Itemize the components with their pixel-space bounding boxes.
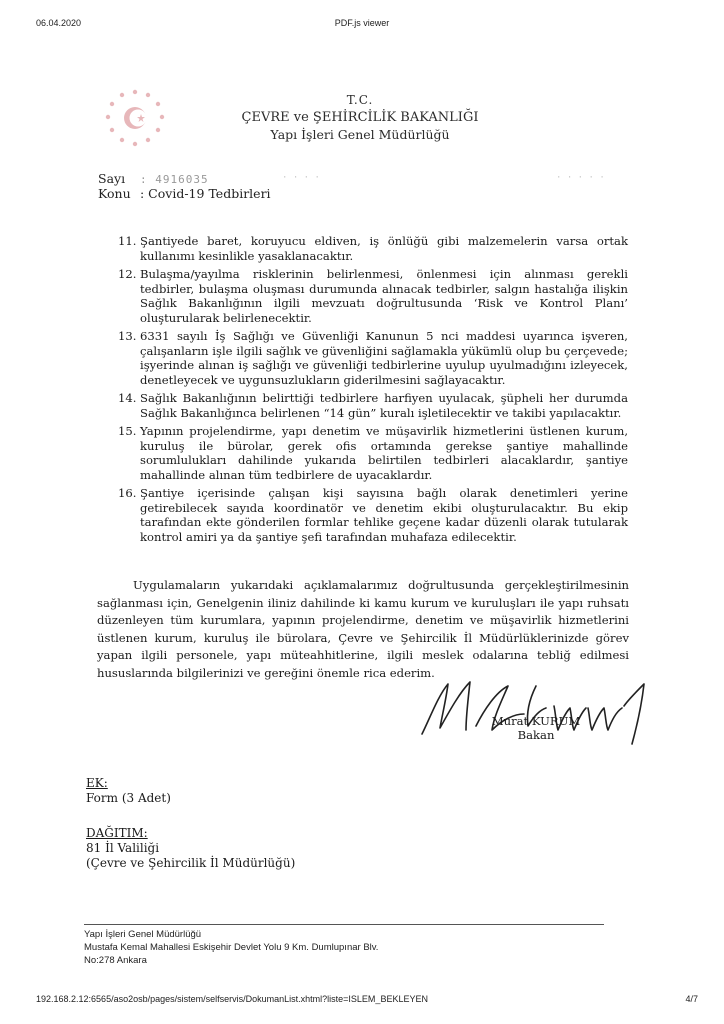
- letterhead-ministry: ÇEVRE ve ŞEHİRCİLİK BAKANLIĞI: [241, 110, 479, 125]
- item-number: 11.: [118, 234, 137, 248]
- item-text: Bulaşma/yayılma risklerinin belirlenmesi, önlenmesi için alınması gerekli tedbirler, bulaşma oluşması durumunda alınacak tedbirler, salgın hastalığa ilişkin Sağlık Bakanlığının ilgili mevzuatı doğrultusunda ‘Risk ve Kontrol Planı’ oluşturularak belirlenecektir.: [140, 267, 628, 325]
- faint-date-mark: · · · · ·: [556, 173, 605, 183]
- address-line2: Mustafa Kemal Mahallesi Eskişehir Devlet Yolu 9 Km. Dumlupınar Blv.: [84, 942, 379, 953]
- list-item: [118, 424, 628, 482]
- print-url: 192.168.2.12:6565/aso2osb/pages/sistem/selfservis/DokumanList.xhtml?liste=ISLEM_BEKLEYEN: [36, 994, 428, 1004]
- konu-row: [98, 186, 271, 201]
- address-line1: Yapı İşleri Genel Müdürlüğü: [84, 929, 202, 940]
- list-item: [118, 391, 628, 420]
- item-text: Sağlık Bakanlığının belirttiği tedbirlere harfiyen uyulacak, şüpheli her durumda Sağlık Bakanlığınca belirlenen “14 gün” kuralı işletilecektir ve takibi yapılacaktır.: [140, 391, 628, 420]
- distribution-line2: (Çevre ve Şehircilik İl Müdürlüğü): [86, 856, 296, 870]
- signer-name: Murat KURUM: [491, 714, 581, 728]
- ministry-emblem-icon: [100, 84, 170, 154]
- closing-paragraph: Uygulamaların yukarıdaki açıklamalarımız doğrultusunda gerçekleştirilmesinin sağlanması için, Genelgenin iliniz dahilinde ki kamu kurum ve kuruluşları ile yapı ruhsatı düzenleyen tüm kurumlara, yapının projelendirme, denetim ve müşavirlik hizmetlerini üstlenen kurum, kuruluş ile bürolara, Çevre ve Şehircilik İl Müdürlüklerinizde görev yapan ilgili personele, yapı müteahhitlerine, ilgili meslek odalarına tebliğ edilmesi hususlarında bilgilerinizi ve gereğini önemle rica ederim.: [97, 578, 629, 680]
- item-number: 15.: [118, 424, 137, 438]
- list-item: [118, 267, 628, 325]
- print-header: [0, 18, 724, 34]
- attachments-title: EK:: [86, 776, 108, 790]
- distribution-title: DAĞITIM:: [86, 826, 148, 840]
- item-text: Şantiye içerisinde çalışan kişi sayısına bağlı olarak denetimleri yerine getirebilecek sayıda koordinatör ve denetim ekibi oluşturulacaktır. Bu ekip tarafından ekte gönderilen formlar tehlike geçene kadar düzenli olarak tutularak kontrol amiri ya da şantiye şefi tarafından muhafaza edilecektir.: [140, 486, 628, 544]
- list-item: [118, 234, 628, 263]
- address-divider: [84, 924, 604, 925]
- faint-stamp-mark: · · · ·: [282, 173, 320, 183]
- print-title: PDF.js viewer: [334, 18, 390, 28]
- list-item: [118, 486, 628, 544]
- item-number: 14.: [118, 391, 137, 405]
- item-text: Şantiyede baret, koruyucu eldiven, iş önlüğü gibi malzemelerin varsa ortak kullanımı kesinlikle yasaklanacaktır.: [140, 234, 628, 263]
- letterhead-department: Yapı İşleri Genel Müdürlüğü: [270, 127, 450, 142]
- attachments-block: [86, 776, 171, 806]
- letterhead-tc: T.C.: [346, 93, 374, 107]
- sayi-label: Sayı: [98, 171, 126, 186]
- konu-label: Konu: [98, 186, 131, 201]
- list-item: [118, 329, 628, 387]
- print-date: 06.04.2020: [36, 18, 82, 28]
- distribution-block: [86, 826, 295, 871]
- sayi-value: : 4916035: [140, 173, 209, 186]
- konu-value: : Covid-19 Tedbirleri: [140, 186, 271, 201]
- address-line3: No:278 Ankara: [84, 955, 147, 966]
- address-block: [84, 928, 378, 967]
- distribution-line1: 81 İl Valiliği: [86, 841, 160, 855]
- item-text: 6331 sayılı İş Sağlığı ve Güvenliği Kanunun 5 nci maddesi uyarınca işveren, çalışanların işle ilgili sağlık ve güvenliğini sağlamakla yükümlü olup bu çerçevede; işyerinde alınan iş sağlığı ve güvenliği tedbirlerine uyulup uyulmadığını izleyecek, denetleyecek ve uygunsuzlukların giderilmesini sağlayacaktır.: [140, 329, 628, 387]
- sayi-row: [98, 171, 209, 186]
- item-number: 13.: [118, 329, 137, 343]
- item-number: 16.: [118, 486, 137, 500]
- measures-list: [118, 234, 628, 548]
- signer-title: Bakan: [517, 728, 555, 742]
- item-text: Yapının projelendirme, yapı denetim ve müşavirlik hizmetlerini üstlenen kurum, kuruluş ile bürolar, gerek ofis ortamında gerekse şantiye mahallinde sorumlulukları dahilinde yukarıda belirtilen tedbirleri alacaklardır, şantiye mahallinde alınan tüm tedbirlere de uyacaklardır.: [140, 424, 628, 482]
- letterhead: [200, 92, 520, 143]
- print-footer: [0, 994, 724, 1010]
- item-number: 12.: [118, 267, 137, 281]
- print-page-number: 4/7: [685, 994, 698, 1004]
- signer-block: [486, 714, 586, 742]
- attachments-line: Form (3 Adet): [86, 791, 171, 805]
